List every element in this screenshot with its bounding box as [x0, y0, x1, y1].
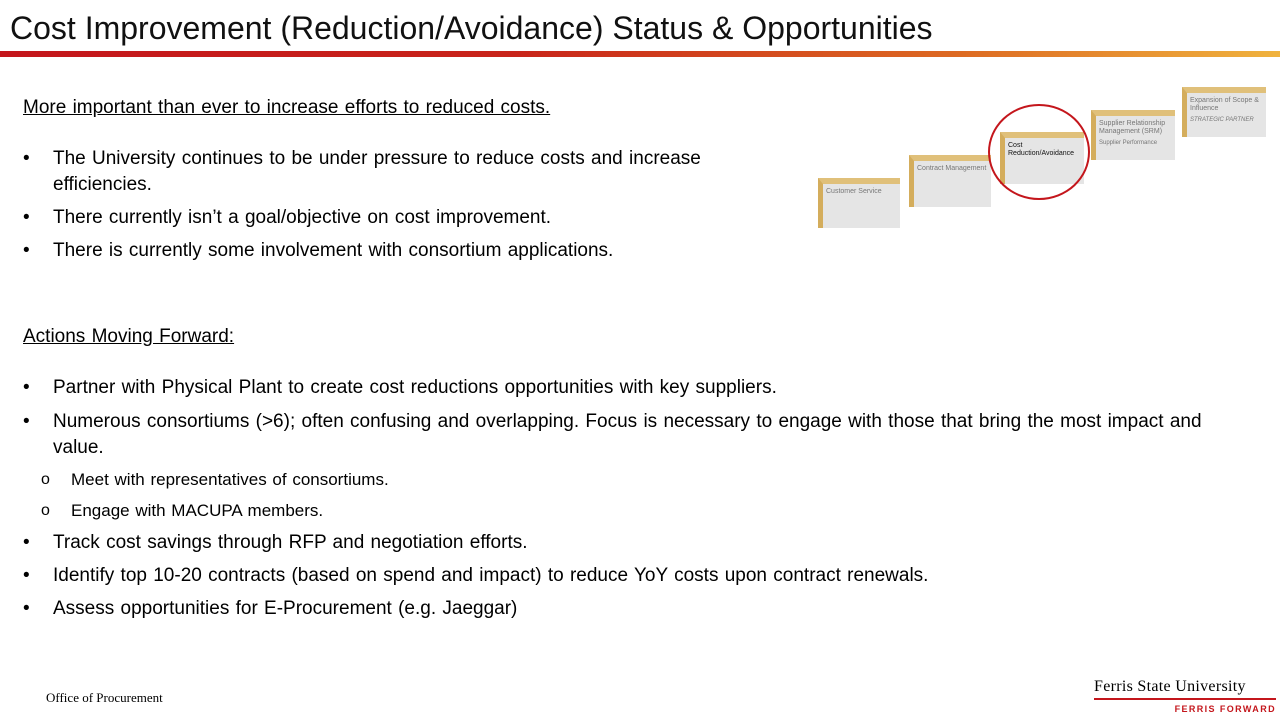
- bullet-item: [23, 596, 1223, 622]
- logo-tagline: FERRIS FORWARD: [1174, 704, 1276, 714]
- step-expansion-of-scope: [1182, 87, 1266, 137]
- logo-wordmark: Ferris State University: [1094, 678, 1246, 695]
- title-divider: [0, 51, 1280, 57]
- step-srm: [1091, 110, 1175, 160]
- step-label: Supplier Relationship Management (SRM): [1099, 120, 1166, 135]
- bullet-text: The University continues to be under pressure to reduce costs and increase efficiencies.: [53, 148, 701, 195]
- step-label: Customer Service: [826, 188, 882, 195]
- bullet-text: There is currently some involvement with consortium applications.: [53, 240, 614, 261]
- bullet-glyph: •: [23, 411, 30, 432]
- bullet-text: Assess opportunities for E-Procurement (e.g. Jaeggar): [53, 598, 518, 619]
- step-sublabel: STRATEGIC PARTNER: [1190, 117, 1254, 123]
- status-bullet-list: [23, 146, 703, 264]
- step-label: Expansion of Scope & Influence: [1190, 97, 1259, 112]
- bullet-text: Numerous consortiums (>6); often confusing and overlapping. Focus is necessary to engage with those that bring the most impact and value.: [53, 411, 1202, 458]
- bullet-glyph: •: [23, 240, 30, 261]
- bullet-item: [23, 409, 1223, 522]
- slide-title: Cost Improvement (Reduction/Avoidance) Status & Opportunities: [10, 10, 933, 46]
- step-customer-service: [818, 178, 900, 228]
- section-heading-importance: More important than ever to increase efforts to reduced costs.: [23, 97, 551, 118]
- bullet-item: [23, 205, 703, 231]
- actions-bullet-list: [23, 375, 1223, 622]
- bullet-item: [23, 375, 1223, 401]
- bullet-text: Identify top 10-20 contracts (based on spend and impact) to reduce YoY costs upon contract renewals.: [53, 565, 929, 586]
- bullet-glyph: •: [23, 565, 30, 586]
- section-heading-actions: Actions Moving Forward:: [23, 326, 235, 347]
- bullet-item: [23, 238, 703, 264]
- sub-bullet-item: [23, 499, 1223, 522]
- bullet-glyph: •: [23, 532, 30, 553]
- sub-bullet-text: Meet with representatives of consortiums.: [71, 470, 389, 489]
- sub-bullet-glyph: o: [41, 471, 50, 488]
- step-sublabel: Supplier Performance: [1099, 140, 1158, 146]
- sub-bullet-item: [23, 468, 1223, 491]
- bullet-item: [23, 563, 1223, 589]
- sub-bullet-list: [23, 468, 1223, 522]
- step-contract-management: [909, 155, 991, 207]
- bullet-glyph: •: [23, 207, 30, 228]
- highlight-circle: [988, 104, 1090, 200]
- bullet-item: [23, 530, 1223, 556]
- bullet-glyph: •: [23, 148, 30, 169]
- bullet-glyph: •: [23, 598, 30, 619]
- sub-bullet-glyph: o: [41, 502, 50, 519]
- bullet-text: Partner with Physical Plant to create cost reductions opportunities with key suppliers.: [53, 377, 777, 398]
- logo-rule: [1094, 698, 1276, 700]
- bullet-text: There currently isn’t a goal/objective on cost improvement.: [53, 207, 552, 228]
- bullet-text: Track cost savings through RFP and negotiation efforts.: [53, 532, 528, 553]
- university-logo: [1094, 678, 1276, 714]
- step-label: Contract Management: [917, 165, 987, 172]
- bullet-item: [23, 146, 703, 198]
- footer-office: Office of Procurement: [46, 690, 163, 705]
- sub-bullet-text: Engage with MACUPA members.: [71, 501, 324, 520]
- bullet-glyph: •: [23, 377, 30, 398]
- step-label: Cost Reduction/Avoidance: [1008, 142, 1075, 157]
